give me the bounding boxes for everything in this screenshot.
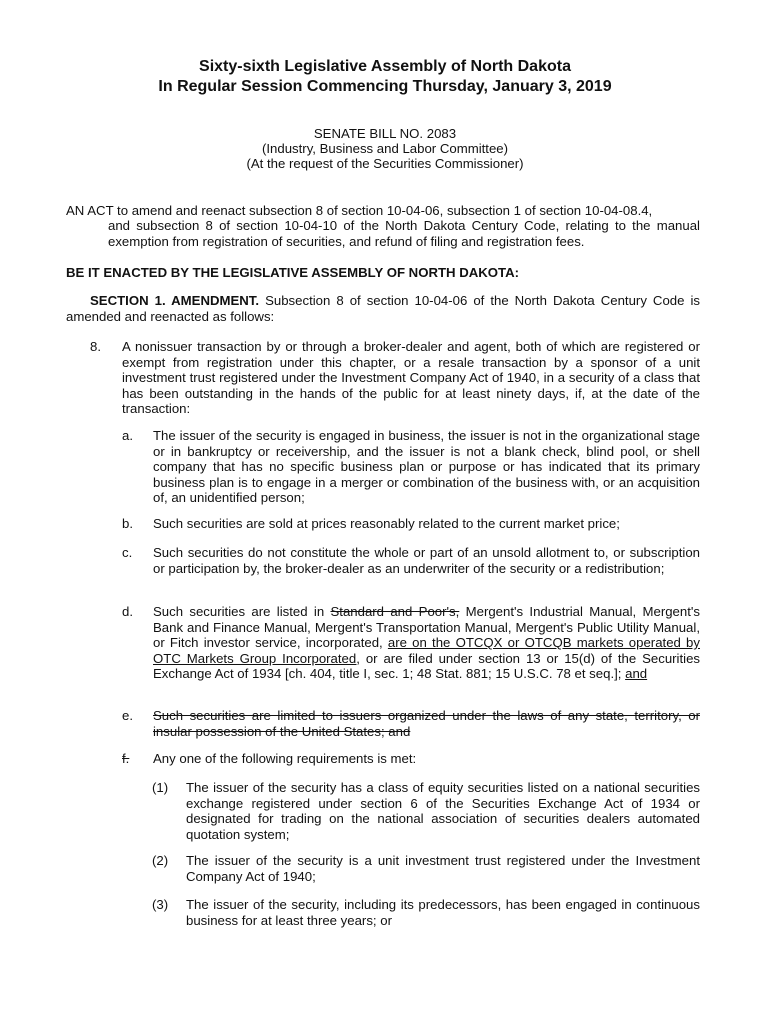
act-description: and subsection 8 of section 10-04-10 of the North Dakota Century Code, relating to the manual exemption from registration of securities, and refund of filing and registration fees. bbox=[108, 218, 700, 249]
item-a-text: The issuer of the security is engaged in business, the issuer is not in the organizational stage or in bankruptcy or receivership, and the issuer is not a blank check, blind pool, or shell company that has no specific business plan or purpose or has indicated that its primary business plan is to engage in a merger or combination of the business with, or an acquisition of, an unidentified person; bbox=[153, 428, 700, 505]
item-b-label: b. bbox=[122, 516, 133, 531]
requirement-3-label: (3) bbox=[152, 897, 169, 912]
subsection-8-number: 8. bbox=[90, 339, 101, 354]
requirement-3-text: The issuer of the security, including its predecessors, has been engaged in continuous business for at least three years; or bbox=[186, 897, 700, 928]
item-e-label: e. bbox=[122, 708, 133, 723]
session-title: In Regular Session Commencing Thursday, January 3, 2019 bbox=[158, 78, 612, 95]
bill-number: SENATE BILL NO. 2083 bbox=[313, 126, 457, 141]
item-c-text: Such securities do not constitute the whole or part of an unsold allotment to, or subscription or participation by, the broker-dealer as an underwriter of the security or a redistribution; bbox=[153, 545, 700, 576]
item-d-text-start: Such securities are listed in bbox=[153, 604, 331, 619]
requirement-1-text: The issuer of the security has a class of equity securities listed on a national securities exchange registered under section 6 of the Securities Exchange Act of 1934 or designated for trading on the national association of securities dealers automated quotation system; bbox=[186, 780, 700, 842]
assembly-title: Sixty-sixth Legislative Assembly of North Dakota bbox=[199, 58, 571, 75]
section-1-paragraph bbox=[66, 293, 700, 324]
item-a-label: a. bbox=[122, 428, 133, 443]
requirement-2-label: (2) bbox=[152, 853, 169, 868]
request-note: (At the request of the Securities Commissioner) bbox=[246, 156, 524, 171]
item-c-label: c. bbox=[122, 545, 133, 560]
item-d-inserted-and: and bbox=[625, 666, 648, 681]
section-1-text: Subsection 8 of section 10-04-06 of the North Dakota Century Code is amended and reenacted as follows: bbox=[66, 293, 700, 324]
act-first-line: AN ACT to amend and reenact subsection 8 of section 10-04-06, subsection 1 of section 10-04-08.4, bbox=[66, 203, 653, 218]
item-e-struck: Such securities are limited to issuers organized under the laws of any state, territory, or insular possession of the United States; and bbox=[153, 708, 700, 739]
enacting-clause: BE IT ENACTED BY THE LEGISLATIVE ASSEMBLY OF NORTH DAKOTA: bbox=[66, 265, 520, 280]
item-e-struck-text bbox=[153, 708, 700, 739]
item-d-text bbox=[153, 604, 700, 682]
subsection-8-text: A nonissuer transaction by or through a broker-dealer and agent, both of which are registered or exempt from registration under this chapter, or a resale transaction by a sponsor of a unit investment trust registered under the Investment Company Act of 1940, in a security of a class that has been outstanding in the hands of the public for at least ninety days, if, at the date of the transaction: bbox=[122, 339, 700, 416]
item-d-label: d. bbox=[122, 604, 133, 619]
requirement-1-label: (1) bbox=[152, 780, 169, 795]
item-d-text-end: or are filed under section 13 or 15(d) of the Securities Exchange Act of 1934 [ch. 404, title I, sec. 1; 48 Stat. 881; 15 U.S.C. 78 et seq.]; bbox=[153, 650, 700, 681]
item-d-inserted-text: are on the OTCQX or OTCQB markets operated by OTC Markets Group Incorporated, bbox=[153, 635, 700, 666]
section-1-heading: SECTION 1. AMENDMENT. bbox=[90, 293, 260, 308]
item-f-text: Any one of the following requirements is met: bbox=[153, 751, 417, 766]
item-f-label bbox=[122, 751, 129, 767]
item-f-struck-label: f. bbox=[122, 751, 130, 766]
committee-name: (Industry, Business and Labor Committee) bbox=[261, 141, 509, 156]
item-d-text-mid: Mergent's Industrial Manual, Mergent's Bank and Finance Manual, Mergent's Transportation Manual, Mergent's Public Utility Manual, or Fitch investor service, incorporated, bbox=[153, 604, 700, 650]
item-d-struck-text: Standard and Poor's, bbox=[330, 604, 460, 619]
item-b-text: Such securities are sold at prices reasonably related to the current market price; bbox=[153, 516, 620, 531]
requirement-2-text: The issuer of the security is a unit investment trust registered under the Investment Company Act of 1940; bbox=[186, 853, 700, 884]
